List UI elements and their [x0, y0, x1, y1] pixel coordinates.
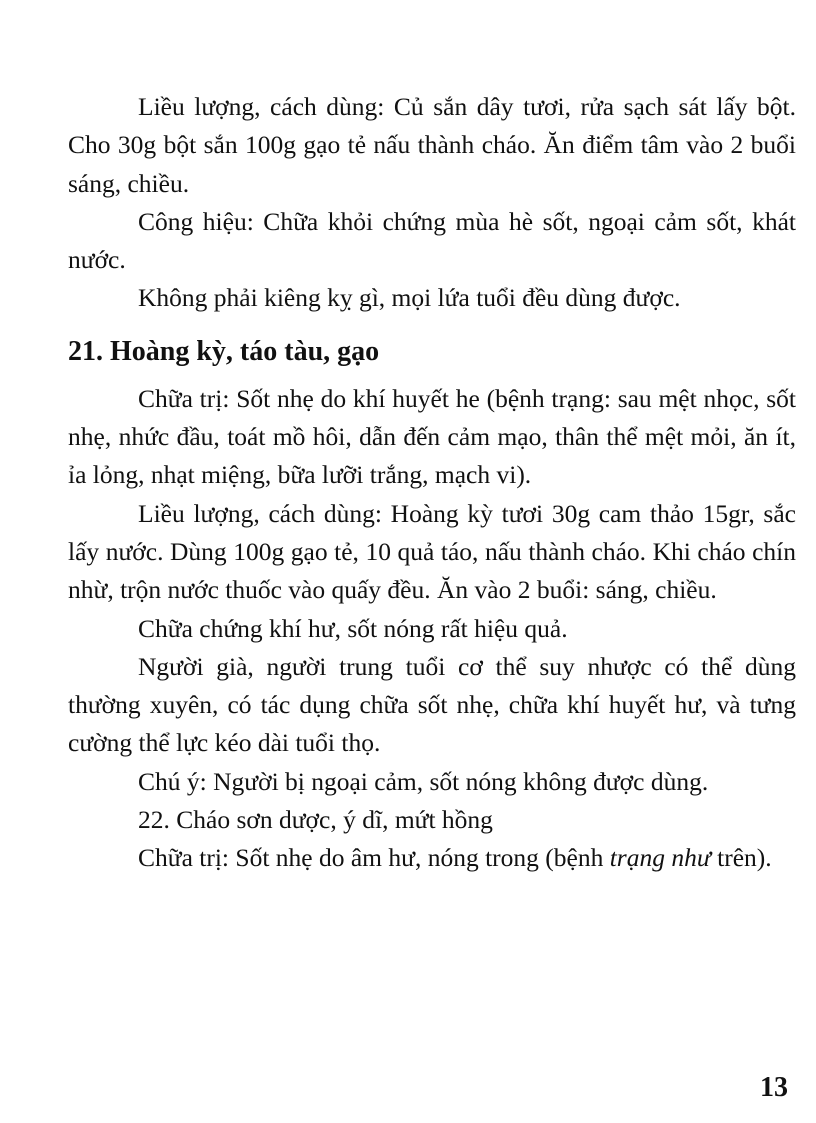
page-body	[68, 88, 796, 878]
section-heading-21: 21. Hoàng kỳ, táo tàu, gạo	[68, 335, 380, 367]
paragraph-effectiveness: Chữa chứng khí hư, sốt nóng rất hiệu quả.	[138, 613, 568, 643]
paragraph-effect-cassava: Công hiệu: Chữa khỏi chứng mùa hè sốt, ngoại cảm sốt, khát nước.	[68, 206, 796, 275]
treatment-22-tail: trên).	[710, 843, 772, 873]
treatment-22-italic: trạng như	[609, 843, 711, 873]
paragraph-no-restrictions: Không phải kiêng kỵ gì, mọi lứa tuổi đều dùng được.	[138, 283, 681, 313]
paragraph-treatment-22	[68, 839, 796, 877]
paragraph-treatment: Chữa trị: Sốt nhẹ do khí huyết he (bệnh trạng: sau mệt nhọc, sốt nhẹ, nhức đầu, toát mồ hôi, dẫn đến cảm mạo, thân thể mệt mỏi, ăn ít, ỉa lỏng, nhạt miệng, bữa lưỡi trắng, mạch vi).	[68, 383, 796, 490]
paragraph-caution: Chú ý: Người bị ngoại cảm, sốt nóng không được dùng.	[138, 766, 709, 796]
treatment-22-lead: Chữa trị: Sốt nhẹ do âm hư, nóng trong (bệnh	[138, 843, 610, 873]
paragraph-item-22-title: 22. Cháo sơn dược, ý dĩ, mứt hồng	[138, 805, 493, 835]
paragraph-dosage-astragalus: Liều lượng, cách dùng: Hoàng kỳ tươi 30g cam thảo 15gr, sắc lấy nước. Dùng 100g gạo tẻ, 10 quả táo, nấu thành cháo. Khi cháo chín nhừ, trộn nước thuốc vào quấy đều. Ăn vào 2 buổi: sáng, chiều.	[68, 498, 796, 605]
paragraph-elderly-usage: Người già, người trung tuổi cơ thể suy nhược có thể dùng thường xuyên, có tác dụng chữa sốt nhẹ, chữa khí huyết hư, và tưng cường thể lực kéo dài tuổi thọ.	[68, 651, 796, 758]
page-number: 13	[760, 1072, 788, 1103]
paragraph-dosage-cassava: Liều lượng, cách dùng: Củ sắn dây tươi, rửa sạch sát lấy bột. Cho 30g bột sắn 100g gạo tẻ nấu thành cháo. Ăn điểm tâm vào 2 buổi sáng, chiều.	[68, 92, 796, 198]
